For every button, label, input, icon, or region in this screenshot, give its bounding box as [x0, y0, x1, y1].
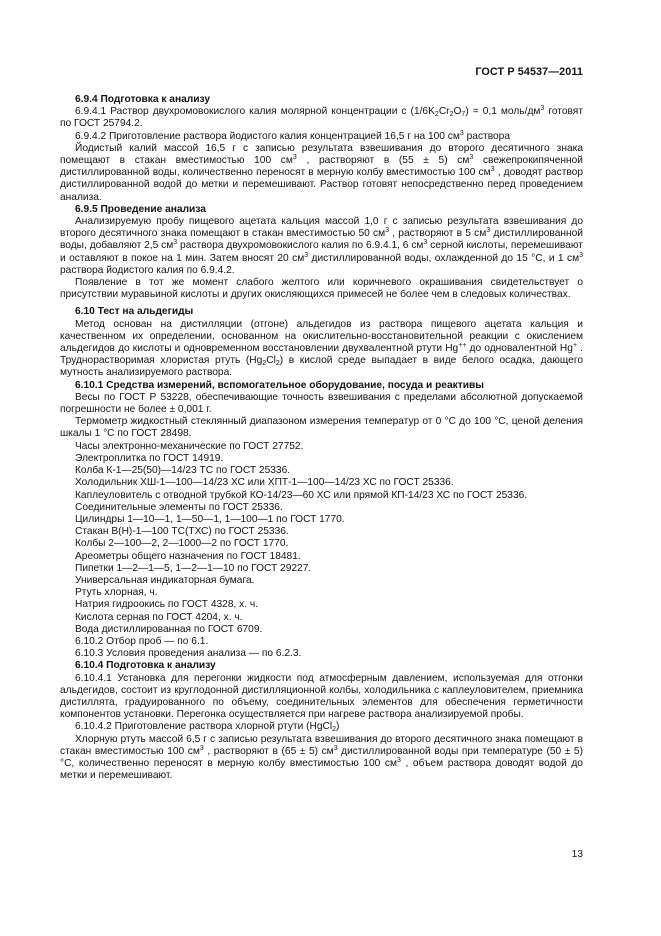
- page-header-standard-code: ГОСТ Р 54537—2011: [475, 66, 583, 78]
- superscript: 3: [333, 744, 338, 752]
- section-heading: 6.10 Тест на альдегиды: [75, 306, 194, 318]
- superscript: 3: [423, 239, 428, 247]
- superscript: 3: [459, 129, 464, 137]
- paragraph: Универсальная индикаторная бумага.: [75, 574, 255, 586]
- page-number: 13: [571, 849, 583, 860]
- paragraph: 6.9.4.2 Приготовление раствора йодистого калия концентрацией 16,5 г на 100 $см^3$ раствора: [75, 129, 511, 142]
- superscript: 3: [490, 166, 495, 174]
- paragraph: Кислота серная по ГОСТ 4204, х. ч.: [75, 611, 243, 623]
- paragraph: 6.10.3 Условия проведения анализа — по 6.2.3.: [75, 648, 302, 660]
- paragraph: Часы электронно-механические по ГОСТ 27752.: [75, 440, 304, 452]
- paragraph: Каплеуловитель с отводной трубкой КО-14/23—60 ХС или прямой КП-14/23 ХС по ГОСТ 25336.: [75, 489, 528, 501]
- superscript: +: [572, 342, 578, 350]
- paragraph: 6.10.2 Отбор проб — по 6.1.: [75, 635, 209, 647]
- subscript: 2: [434, 111, 439, 119]
- paragraph: Появление в тот же момент слабого желтого или коричневого окрашивания свидетельствует о присутствии муравьиной кислоты и других окисляющихся примесей не более чем в следовых количествах.: [60, 277, 583, 301]
- section-heading: 6.9.5 Проведение анализа: [75, 203, 206, 215]
- paragraph: Хлорную ртуть массой 6,5 г с записью результата взвешивания до второго десятичного знака помещают в стакан вместимостью 100 $см^3$ , растворяют в (65 ± 5) $см^3$ дистиллированной воды при температуре (50 ± 5) °С, количественно переносят в мерную колбу вместимостью 100 $см^3$ , объем раствора доводят водой до метки и перемешивают.: [60, 733, 583, 782]
- subscript: 2: [332, 726, 337, 734]
- paragraph: 6.10.4.1 Установка для перегонки жидкости под атмосферным давлением, используемая для отгонки альдегидов, состоит из круглодонной дистилляционной колбы, холодильника с каплеуловителем, приемника дистиллята, градуированного по объему, соединительных элементов для обеспечения герметичности компонентов установки. Перегонка осуществляется при нагреве раствора анализируемой пробы.: [60, 672, 583, 721]
- superscript: 3: [292, 154, 297, 162]
- paragraph: Стакан В(Н)-1—100 ТС(ТХС) по ГОСТ 25336.: [75, 526, 289, 538]
- section-heading: 6.10.1 Средства измерений, вспомогательное оборудование, посуда и реактивы: [75, 379, 484, 391]
- paragraph: Йодистый калий массой 16,5 г с записью результата взвешивания до второго десятичного знака помещают в стакан вместимостью 100 $см^3$ , растворяют в (55 ± 5) $см^3$ свежепрокипяченной дистиллированной воды, количественно переносят в мерную колбу вместимостью 100 $см^3$ , доводят раствор дистиллированной водой до метки и перемешивают. Раствор готовят непосредственно перед проведением анализа.: [60, 142, 583, 203]
- paragraph: Электроплитка по ГОСТ 14919.: [75, 452, 224, 464]
- paragraph: 6.9.4.1 Раствор двухромовокислого калия молярной концентрации с $(1/6K_2Cr_2O_7) = 0,1$ моль/$дм^3$ готовят по ГОСТ 25794.2.: [60, 105, 583, 130]
- section-heading: 6.10.4 Подготовка к анализу: [75, 660, 216, 672]
- subscript: 2: [449, 111, 454, 119]
- subscript: 7: [461, 111, 466, 119]
- superscript: 3: [540, 105, 545, 113]
- paragraph: Весы по ГОСТ Р 53228, обеспечивающие точность взвешивания с пределами абсолютной допускаемой погрешности не более ± 0,001 г.: [60, 391, 583, 416]
- subscript: 2: [262, 360, 267, 368]
- paragraph: Анализируемую пробу пищевого ацетата кальция массой 1,0 г с записью результата взвешивания до второго десятичного знака помещают в стакан вместимостью 50 $см^3$ , растворяют в 5 $см^3$ дистиллированной воды, добавляют 2,5 $см^3$ раствора двухромовокислого калия по 6.9.4.1, 6 $см^3$ серной кислоты, перемешивают и оставляют в покое на 1 мин. Затем вносят 20 $см^3$ дистиллированной воды, охлажденной до 15 °С, и 1 $см^3$ раствора йодистого калия по 6.9.4.2.: [60, 216, 583, 276]
- document-body: [60, 94, 583, 782]
- paragraph: Вода дистиллированная по ГОСТ 6709.: [75, 623, 263, 635]
- subscript: 2: [275, 360, 280, 368]
- paragraph: Соединительные элементы по ГОСТ 25336.: [75, 501, 283, 513]
- paragraph: Ареометры общего назначения по ГОСТ 18481.: [75, 550, 301, 562]
- paragraph: Пипетки 1—2—1—5, 1—2—1—10 по ГОСТ 29227.: [75, 562, 312, 574]
- paragraph: Колба К-1—25(50)—14/23 ТС по ГОСТ 25336.: [75, 465, 291, 477]
- superscript: 3: [396, 756, 401, 764]
- paragraph: Холодильник ХШ-1—100—14/23 ХС или ХПТ-1—100—14/23 ХС по ГОСТ 25336.: [75, 477, 454, 489]
- paragraph: Колбы 2—100—2, 2—1000—2 по ГОСТ 1770.: [75, 538, 289, 550]
- superscript: ++: [458, 342, 467, 350]
- superscript: 3: [486, 227, 491, 235]
- paragraph: Метод основан на дистилляции (отгоне) альдегидов из раствора пищевого ацетата кальция и качественном их определении, основанном на окислительно-восстановительной реакции с окислением альдегидов до кислоты и одновременном восстановлении двухвалентной ртути Hg++ до одновалентной Hg+ . Труднорастворимая хлористая ртуть $(Hg_2Cl_2)$ в кислой среде выпадает в виде белого осадка, дающего мутность анализируемого раствора.: [60, 318, 583, 379]
- paragraph: Цилиндры 1—10—1, 1—50—1, 1—100—1 по ГОСТ 1770.: [75, 513, 345, 525]
- paragraph: Термометр жидкостный стеклянный диапазоном измерения температур от 0 °С до 100 °С, ценой деления шкалы 1 °С по ГОСТ 28498.: [60, 416, 583, 440]
- paragraph: Ртуть хлорная, ч.: [75, 587, 158, 599]
- superscript: 3: [304, 251, 309, 259]
- paragraph: 6.10.4.2 Приготовление раствора хлорной ртути (HgCl$_2$): [75, 721, 340, 734]
- superscript: 3: [469, 154, 474, 162]
- section-heading: 6.9.4 Подготовка к анализу: [75, 94, 211, 105]
- superscript: 3: [199, 744, 204, 752]
- paragraph: Натрия гидроокись по ГОСТ 4328, х. ч.: [75, 599, 259, 611]
- superscript: 3: [173, 239, 178, 247]
- superscript: 3: [579, 251, 583, 259]
- superscript: 3: [385, 227, 390, 235]
